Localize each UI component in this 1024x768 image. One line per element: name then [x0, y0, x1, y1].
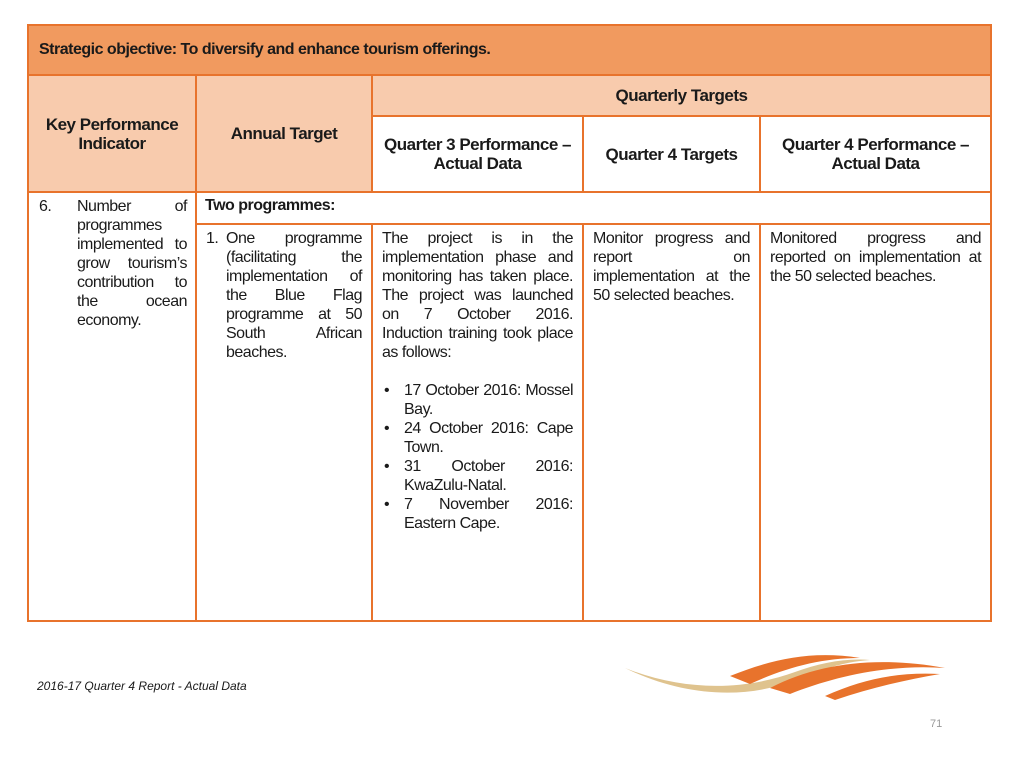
- list-item: • 24 October 2016: Cape Town.: [384, 420, 573, 456]
- quarterly-targets-header: Quarterly Targets: [372, 75, 991, 116]
- q3-performance-header: Quarter 3 Performance – Actual Data: [372, 116, 583, 192]
- page-number: 71: [930, 718, 943, 730]
- annual-target-text: One programme (facilitating the implementation of the Blue Flag programme at 50 South African beaches.: [226, 230, 362, 361]
- list-item: • 31 October 2016: KwaZulu-Natal.: [384, 458, 573, 494]
- q4-performance-header: Quarter 4 Performance – Actual Data: [760, 116, 991, 192]
- kpi-number: 6.: [39, 198, 52, 215]
- bullet-icon: •: [384, 382, 390, 399]
- bullet-icon: •: [384, 496, 390, 513]
- q4-targets-cell: Monitor progress and report on implementation at the 50 selected beaches.: [583, 224, 760, 621]
- annual-target-cell: [196, 224, 372, 621]
- q4-targets-header: Quarter 4 Targets: [583, 116, 760, 192]
- q4-performance-cell: Monitored progress and reported on implementation at the 50 selected beaches.: [760, 224, 991, 621]
- strategic-objective-table: [27, 24, 992, 622]
- kpi-description: Number of programmes implemented to grow tourism’s contribution to the ocean economy.: [77, 198, 187, 329]
- training-list: [382, 381, 573, 533]
- annual-target-header: Annual Target: [196, 75, 372, 192]
- annual-target-number: 1.: [206, 230, 219, 247]
- q3-performance-cell: [372, 224, 583, 621]
- q3-performance-intro: The project is in the implementation phase and monitoring has taken place. The project was launched on 7 October 2016. Induction training took place as follows:: [382, 230, 573, 361]
- list-item: • 7 November 2016: Eastern Cape.: [384, 496, 573, 532]
- list-item: • 17 October 2016: Mossel Bay.: [384, 382, 573, 418]
- bullet-icon: •: [384, 420, 390, 437]
- bullet-icon: •: [384, 458, 390, 475]
- annual-target-summary: Two programmes:: [196, 192, 991, 224]
- strategic-objective-title: Strategic objective: To diversify and enhance tourism offerings.: [28, 25, 991, 75]
- kpi-header: Key Performance Indicator: [28, 75, 196, 192]
- kpi-cell: [28, 192, 196, 621]
- report-footer: 2016-17 Quarter 4 Report - Actual Data: [37, 679, 247, 693]
- swoosh-logo: [620, 650, 950, 702]
